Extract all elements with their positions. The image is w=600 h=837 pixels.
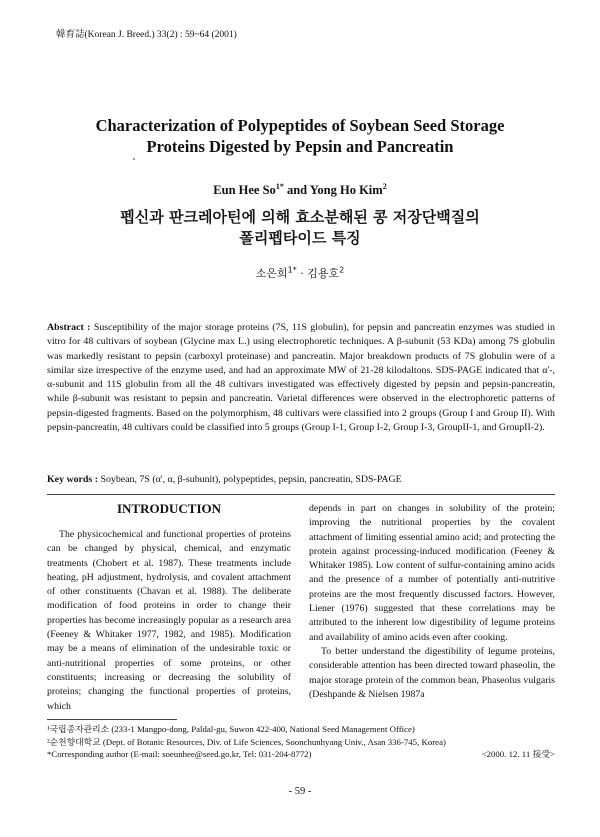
page-number: - 59 - (288, 786, 312, 797)
author-line (0, 182, 600, 198)
korean-author-separator: · (296, 267, 308, 280)
paper-title (0, 115, 600, 157)
abstract (47, 321, 555, 435)
intro-paragraph-1: The physicochemical and functional properties of proteins can be changed by physical, chemical, and enzymatic treatments (Chobert et al. 1987). These treatments include heating, pH adjustment, hydrolysis, and covalent attachment of other constituents (Chavan et al. 1988). The deliberate modification of food proteins in order to change their properties has become increasingly popular as a research area (Feeney & Whitaker 1977, 1982, and 1985). Modification may be a means of elimination of the undesirable toxic or anti-nutritional properties of some proteins, or other constituents; increasing or decreasing the solubility of proteins; changing the functional properties of proteins, which (47, 529, 291, 712)
author-2-affiliation: 2 (382, 182, 387, 191)
korean-author-1: 소은희 (255, 267, 288, 280)
author-1-affiliation: 1* (275, 182, 284, 191)
journal-citation: 韓育誌(Korean J. Breed.) 33(2) : 59~64 (2001) (56, 30, 237, 40)
introduction-heading: INTRODUCTION (116, 501, 221, 516)
korean-title-line-1: 펩신과 판크레아틴에 의해 효소분해된 콩 저장단백질의 (120, 208, 480, 226)
footnote-divider (47, 719, 177, 720)
received-date: <2000. 12. 11 接受> (481, 749, 555, 759)
korean-title-line-2: 폴리펩타이드 특징 (239, 229, 361, 247)
footnotes (47, 723, 555, 761)
title-line-1: Characterization of Polypeptides of Soybean Seed Storage (95, 116, 505, 135)
introduction-column-left (47, 528, 291, 714)
korean-author-2: 김용호 (307, 267, 340, 280)
intro-paragraph-continued: depends in part on changes in solubility of the protein; improving the nutritional properties by the covalent attachment of limiting essential amino acid; and protecting the protein against processing-induced modification (Feeney & Whitaker 1985). Low content of sulfur-containing amino acids and the presence of a number of potentially anti-nutritive proteins are the most frequently discussed factors. However, Liener (1976) suggested that these correlations may be attributed to the inherent low digestibility of legume proteins and availability of amino acids even after cooking. (309, 503, 555, 643)
abstract-label: Abstract : (47, 322, 91, 333)
korean-author-line (0, 265, 600, 281)
stray-mark (133, 158, 135, 160)
footnote-affiliation-1: ¹국립종자관리소 (233-1 Mangpo-dong, Paldal-gu, Suwon 422-400, National Seed Management Office) (47, 724, 415, 734)
footnote-affiliation-2: ²순천향대학교 (Dept. of Botanic Resources, Div. of Life Sciences, Soonchunhyang Univ., Asan 336-745, Korea) (47, 736, 446, 747)
keywords-text: Soybean, 7S (α', α, β-subunit), polypeptides, pepsin, pancreatin, SDS-PAGE (98, 474, 402, 485)
keywords-label: Key words : (47, 474, 99, 485)
abstract-text: Susceptibility of the major storage proteins (7S, 11S globulin), for pepsin and pancreatin enzymes was studied in vitro for 48 cultivars of soybean (Glycine max L.) using electrophoretic techniques. A β-subunit (53 KDa) among 7S globulin was markedly resistant to pepsin (carboxyl proteinase) and pancreatin. Major breakdown products of 7S globulin were of a similar size irrespective of the enzyme used, and had an approximate MW of 21-28 kilodaltons. SDS-PAGE indicated that α'-, α-subunit and 11S globulin from all the 48 cultivars investigated was effectively digested by pepsin and pepsin-pancreatin, while β-subunit was resistant to pepsin and pancreatin. Varietal differences were observed in the electrophoretic patterns of pepsin-digested fragments. Based on the polymorphism, 48 cultivars were classified into 2 groups (Group I and Group II). With pepsin-pancreatin, 48 cultivars could be classified into 5 groups (Group I-1, Group I-2, Group I-3, GroupII-1, and GroupII-2). (47, 322, 555, 434)
section-divider (47, 494, 555, 495)
author-2: and Yong Ho Kim (283, 183, 383, 198)
footnote-corresponding (47, 748, 555, 761)
introduction-column-right (309, 502, 555, 702)
title-line-2: Proteins Digested by Pepsin and Pancreatin (146, 137, 454, 156)
korean-author-2-affiliation: 2 (339, 265, 345, 275)
corresponding-author: *Corresponding author (E-mail: soeunhee@seed.go.kr, Tel: 031-204-8772) (47, 749, 312, 759)
keywords (47, 474, 555, 485)
author-1: Eun Hee So (213, 183, 276, 198)
intro-paragraph-2: To better understand the digestibility of legume proteins, considerable attention has been directed toward phaseolin, the major storage protein of the common bean, Phaseolus vulgaris (Deshpande & Nielsen 1987a (309, 645, 555, 700)
korean-author-1-affiliation: 1* (287, 265, 297, 275)
korean-title (0, 207, 600, 249)
